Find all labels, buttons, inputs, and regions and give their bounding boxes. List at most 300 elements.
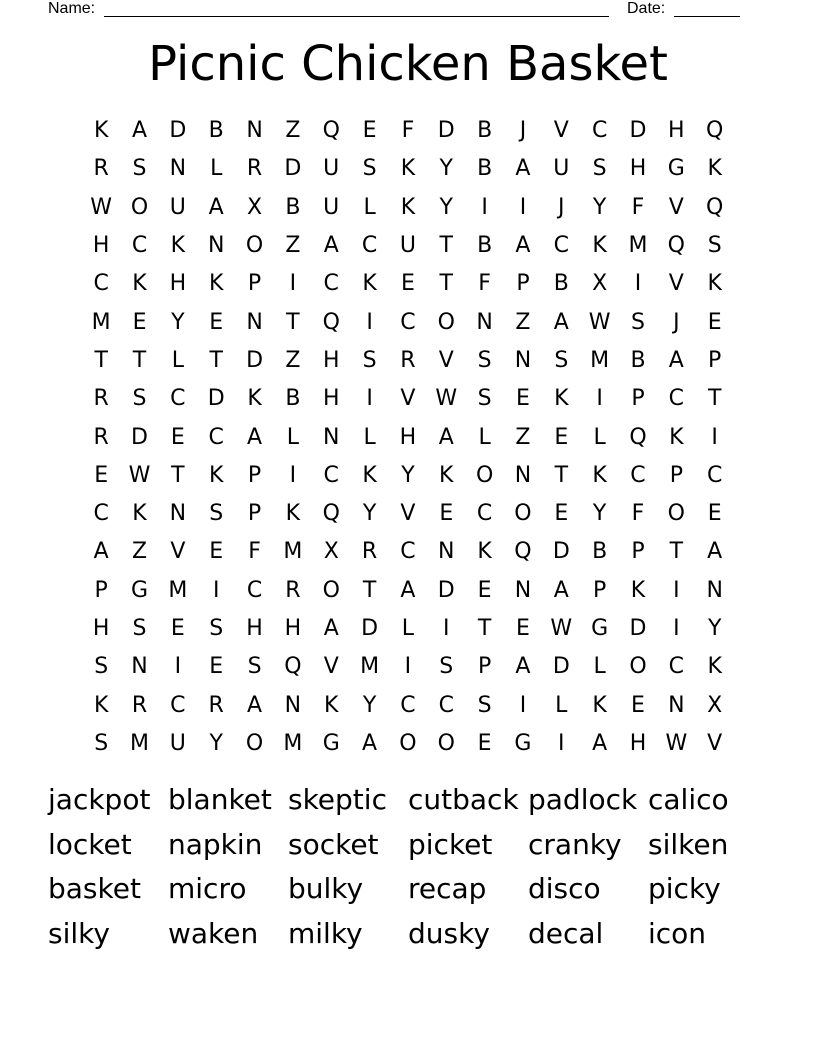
grid-cell: R	[246, 156, 263, 182]
grid-cell: N	[284, 692, 302, 718]
word-list-item: picket	[408, 827, 493, 861]
grid-cell: A	[208, 194, 224, 220]
grid-cell: L	[401, 616, 415, 641]
grid-cell: U	[553, 156, 570, 182]
grid-cell: I	[212, 577, 220, 603]
grid-cell: O	[245, 233, 264, 259]
grid-cell: I	[711, 424, 718, 450]
grid-cell: P	[669, 462, 683, 488]
grid-cell: S	[362, 347, 377, 373]
grid-cell: S	[94, 730, 109, 756]
grid-cell: M	[130, 730, 149, 756]
grid-cell: Z	[131, 539, 148, 565]
grid-cell: K	[707, 271, 722, 297]
grid-cell: Y	[592, 501, 607, 527]
grid-row	[82, 572, 734, 610]
grid-cell: K	[208, 462, 224, 488]
word-list-item: dusky	[408, 916, 490, 950]
grid-cell: A	[93, 539, 109, 565]
grid-cell: T	[554, 462, 569, 488]
grid-cell: G	[667, 156, 685, 182]
grid-cell: B	[477, 233, 493, 259]
grid-cell: Q	[514, 539, 532, 565]
grid-cell: S	[362, 156, 377, 182]
grid-cell: H	[629, 730, 647, 756]
word-list-item: silky	[48, 916, 110, 950]
grid-cell: G	[514, 730, 532, 756]
grid-cell: P	[477, 654, 492, 680]
grid-cell: C	[208, 424, 224, 450]
grid-cell: A	[323, 233, 339, 259]
grid-cell: M	[590, 347, 610, 373]
grid-cell: N	[323, 424, 340, 450]
grid-cell: K	[247, 386, 262, 412]
word-list-item: jackpot	[48, 783, 151, 816]
grid-cell: D	[207, 386, 225, 412]
grid-cell: N	[169, 156, 187, 182]
grid-cell: R	[361, 539, 378, 565]
grid-cell: K	[477, 539, 492, 565]
grid-cell: N	[514, 462, 532, 488]
grid-cell: E	[516, 386, 530, 412]
grid-cell: C	[246, 577, 263, 603]
grid-cell: I	[443, 616, 450, 641]
grid-cell: A	[362, 730, 378, 756]
grid-cell: O	[322, 577, 340, 603]
grid-cell: A	[438, 424, 454, 450]
grid-cell: C	[476, 501, 493, 527]
grid-cell: A	[668, 347, 684, 373]
grid-row	[82, 265, 734, 303]
grid-cell: O	[629, 654, 647, 680]
grid-cell: Y	[707, 616, 722, 641]
grid-cell: D	[131, 424, 148, 450]
grid-row	[82, 495, 734, 533]
grid-cell: D	[629, 118, 647, 144]
grid-cell: I	[596, 386, 603, 412]
grid-cell: K	[592, 692, 607, 718]
grid-cell: Y	[171, 309, 185, 335]
grid-cell: V	[400, 386, 416, 412]
grid-cell: R	[93, 386, 109, 412]
grid-cell: S	[132, 386, 147, 412]
grid-cell: G	[591, 616, 609, 641]
grid-cell: Y	[439, 194, 453, 220]
grid-cell: E	[516, 616, 530, 641]
grid-row	[82, 342, 734, 380]
grid-row	[82, 112, 734, 150]
grid-cell: S	[477, 386, 492, 412]
grid-row	[82, 533, 734, 571]
grid-row	[82, 725, 734, 763]
grid-cell: M	[168, 577, 188, 603]
grid-cell: Q	[706, 118, 724, 144]
word-list-item: disco	[528, 872, 601, 906]
grid-cell: U	[399, 233, 416, 259]
grid-cell: I	[673, 616, 680, 641]
grid-cell: Z	[285, 233, 301, 259]
grid-cell: I	[366, 309, 373, 335]
grid-cell: C	[93, 501, 109, 527]
grid-cell: E	[631, 692, 645, 718]
grid-cell: K	[707, 654, 722, 680]
grid-cell: H	[92, 233, 110, 259]
grid-cell: Q	[629, 424, 647, 450]
grid-cell: B	[553, 271, 569, 297]
grid-cell: C	[400, 692, 416, 718]
grid-cell: R	[285, 577, 301, 603]
grid-cell: S	[209, 616, 224, 641]
grid-cell: C	[323, 271, 339, 297]
grid-cell: E	[400, 271, 415, 297]
word-list-item: micro	[168, 872, 247, 906]
grid-cell: T	[209, 347, 223, 373]
grid-cell: D	[437, 118, 455, 144]
grid-cell: D	[284, 156, 302, 182]
grid-cell: A	[592, 730, 608, 756]
grid-cell: Q	[322, 309, 340, 335]
grid-cell: C	[131, 233, 148, 259]
grid-cell: T	[439, 233, 453, 259]
grid-cell: C	[400, 539, 416, 565]
grid-cell: R	[93, 424, 109, 450]
word-list-item: picky	[648, 872, 721, 906]
grid-cell: T	[362, 577, 377, 603]
grid-cell: N	[706, 577, 723, 603]
grid-cell: A	[515, 156, 531, 182]
grid-cell: D	[246, 347, 264, 373]
grid-cell: E	[707, 309, 722, 335]
grid-cell: M	[628, 233, 648, 259]
grid-cell: V	[553, 118, 569, 144]
grid-cell: X	[323, 539, 339, 565]
grid-cell: X	[707, 692, 723, 718]
grid-cell: N	[131, 654, 148, 680]
grid-cell: E	[132, 309, 147, 335]
word-list	[48, 780, 768, 958]
grid-cell: S	[439, 654, 454, 680]
grid-cell: T	[94, 347, 108, 373]
grid-cell: Q	[284, 654, 302, 680]
grid-cell: I	[404, 654, 412, 680]
grid-cell: H	[322, 347, 340, 373]
page-title: Picnic Chicken Basket	[148, 36, 668, 92]
grid-cell: K	[93, 692, 109, 718]
grid-cell: S	[592, 156, 607, 182]
grid-cell: K	[208, 271, 224, 297]
grid-cell: N	[438, 539, 455, 565]
grid-cell: T	[132, 347, 147, 373]
grid-cell: K	[592, 233, 607, 259]
grid-cell: M	[283, 730, 303, 756]
grid-cell: M	[91, 309, 111, 335]
grid-cell: S	[94, 654, 109, 680]
grid-cell: E	[477, 730, 492, 756]
grid-row	[82, 227, 734, 265]
grid-cell: T	[439, 271, 453, 297]
grid-cell: L	[593, 654, 606, 680]
grid-cell: R	[208, 692, 224, 718]
word-list-item: silken	[648, 827, 729, 861]
grid-cell: W	[550, 616, 573, 641]
grid-row	[82, 418, 734, 456]
grid-cell: D	[552, 539, 570, 565]
grid-cell: T	[477, 616, 492, 641]
grid-cell: I	[481, 194, 488, 220]
grid-cell: A	[131, 118, 148, 144]
grid-cell: I	[634, 271, 642, 297]
grid-cell: D	[552, 654, 570, 680]
grid-row	[82, 380, 734, 418]
word-list-item: cranky	[528, 827, 622, 861]
grid-cell: N	[246, 118, 263, 144]
grid-cell: I	[519, 692, 527, 718]
header	[48, 0, 740, 20]
grid-cell: W	[128, 462, 151, 488]
grid-cell: Z	[285, 118, 301, 144]
grid-cell: A	[553, 309, 569, 335]
grid-cell: X	[592, 271, 608, 297]
grid-cell: O	[130, 194, 149, 220]
grid-cell: S	[631, 309, 645, 335]
grid-cell: B	[630, 347, 646, 373]
grid-cell: Y	[439, 156, 453, 182]
letter-grid	[82, 112, 734, 763]
grid-cell: V	[400, 501, 416, 527]
grid-cell: I	[289, 462, 297, 488]
grid-cell: E	[170, 616, 185, 641]
grid-cell: Q	[322, 118, 340, 144]
grid-cell: C	[400, 309, 416, 335]
grid-cell: L	[363, 194, 376, 220]
word-list-item: basket	[48, 872, 141, 906]
grid-cell: E	[477, 577, 492, 603]
grid-cell: Y	[592, 194, 607, 220]
grid-cell: J	[558, 194, 565, 220]
grid-cell: B	[208, 118, 224, 144]
grid-cell: K	[285, 501, 301, 527]
grid-cell: P	[247, 271, 262, 297]
grid-cell: B	[285, 194, 301, 220]
grid-cell: S	[247, 654, 262, 680]
grid-cell: A	[515, 654, 531, 680]
grid-cell: L	[478, 424, 491, 450]
grid-cell: L	[593, 424, 606, 450]
grid-cell: N	[668, 692, 685, 718]
grid-cell: Q	[667, 233, 685, 259]
grid-cell: J	[673, 309, 680, 335]
grid-cell: P	[631, 386, 645, 412]
grid-cell: A	[515, 233, 531, 259]
grid-cell: P	[708, 347, 722, 373]
grid-row	[82, 610, 734, 648]
word-list-item: locket	[48, 827, 132, 861]
grid-cell: T	[286, 309, 300, 335]
grid-cell: N	[169, 501, 187, 527]
grid-cell: I	[673, 577, 680, 603]
name-label: Name:	[48, 0, 96, 17]
grid-cell: N	[246, 309, 263, 335]
grid-cell: V	[668, 194, 684, 220]
grid-cell: L	[210, 156, 223, 182]
grid-row	[82, 303, 734, 341]
grid-cell: V	[438, 347, 454, 373]
grid-cell: Q	[706, 194, 724, 220]
grid-cell: A	[553, 577, 569, 603]
grid-cell: K	[170, 233, 186, 259]
grid-cell: K	[592, 462, 607, 488]
grid-cell: K	[400, 194, 416, 220]
grid-cell: K	[669, 424, 684, 450]
grid-cell: P	[247, 501, 262, 527]
grid-cell: L	[286, 424, 300, 450]
grid-cell: Z	[515, 424, 531, 450]
grid-cell: E	[209, 654, 224, 680]
grid-cell: E	[439, 501, 454, 527]
grid-cell: K	[93, 118, 109, 144]
grid-cell: S	[209, 501, 224, 527]
grid-cell: T	[171, 462, 185, 488]
grid-cell: U	[323, 194, 340, 220]
grid-cell: E	[707, 501, 722, 527]
grid-cell: A	[323, 616, 339, 641]
word-list-item: blanket	[168, 783, 272, 816]
grid-cell: N	[207, 233, 225, 259]
grid-cell: C	[170, 692, 186, 718]
word-list-item: skeptic	[288, 783, 387, 816]
word-list-item: socket	[288, 827, 379, 861]
grid-cell: F	[401, 118, 415, 144]
grid-cell: L	[363, 424, 376, 450]
grid-cell: E	[554, 501, 569, 527]
grid-cell: P	[516, 271, 530, 297]
grid-cell: S	[477, 347, 492, 373]
grid-cell: I	[174, 654, 182, 680]
grid-cell: O	[437, 309, 455, 335]
grid-cell: R	[400, 347, 416, 373]
grid-cell: H	[322, 386, 340, 412]
grid-cell: H	[169, 271, 187, 297]
grid-cell: I	[289, 271, 297, 297]
grid-cell: F	[631, 501, 645, 527]
grid-cell: D	[629, 616, 647, 641]
grid-cell: W	[665, 730, 688, 756]
grid-cell: O	[667, 501, 685, 527]
grid-cell: C	[170, 386, 186, 412]
grid-cell: G	[130, 577, 149, 603]
grid-cell: S	[132, 616, 147, 641]
grid-cell: I	[558, 730, 565, 756]
word-list-item: padlock	[528, 783, 638, 816]
grid-cell: E	[209, 539, 224, 565]
date-label: Date:	[627, 0, 666, 17]
grid-cell: I	[366, 386, 373, 412]
grid-cell: V	[668, 271, 684, 297]
grid-cell: H	[399, 424, 417, 450]
grid-cell: B	[477, 156, 493, 182]
grid-cell: S	[554, 347, 569, 373]
grid-cell: C	[591, 118, 608, 144]
grid-cell: U	[169, 730, 186, 756]
grid-cell: O	[399, 730, 417, 756]
grid-cell: S	[707, 233, 722, 259]
grid-cell: A	[707, 539, 723, 565]
grid-cell: P	[631, 539, 645, 565]
grid-cell: C	[668, 654, 685, 680]
grid-cell: O	[475, 462, 494, 488]
grid-cell: S	[477, 692, 492, 718]
grid-cell: K	[439, 462, 454, 488]
grid-cell: B	[477, 118, 493, 144]
grid-cell: X	[247, 194, 263, 220]
grid-cell: H	[92, 616, 110, 641]
word-list-item: calico	[648, 783, 729, 816]
grid-cell: E	[362, 118, 377, 144]
word-list-item: cutback	[408, 783, 519, 816]
grid-cell: N	[514, 577, 532, 603]
word-list-item: waken	[168, 916, 259, 950]
grid-cell: A	[247, 692, 263, 718]
grid-cell: D	[361, 616, 379, 641]
grid-cell: E	[209, 309, 224, 335]
grid-cell: A	[400, 577, 416, 603]
grid-row	[82, 189, 734, 227]
grid-cell: T	[707, 386, 722, 412]
word-list-item: milky	[288, 916, 363, 950]
grid-cell: V	[707, 730, 723, 756]
grid-cell: Z	[515, 309, 531, 335]
grid-cell: T	[669, 539, 684, 565]
grid-cell: S	[132, 156, 147, 182]
grid-cell: C	[438, 692, 454, 718]
grid-cell: K	[554, 386, 569, 412]
grid-cell: H	[629, 156, 647, 182]
grid-cell: O	[245, 730, 264, 756]
grid-row	[82, 686, 734, 724]
grid-cell: R	[131, 692, 148, 718]
grid-cell: U	[323, 156, 340, 182]
grid-cell: F	[478, 271, 491, 297]
grid-cell: D	[437, 577, 455, 603]
grid-cell: P	[593, 577, 607, 603]
word-list-item: bulky	[288, 872, 364, 906]
grid-cell: E	[554, 424, 569, 450]
grid-cell: C	[668, 386, 685, 412]
grid-cell: Y	[401, 462, 415, 488]
grid-row	[82, 457, 734, 495]
grid-cell: A	[247, 424, 263, 450]
grid-cell: Y	[362, 501, 377, 527]
grid-cell: M	[360, 654, 380, 680]
word-list-item: recap	[408, 872, 487, 906]
grid-cell: I	[519, 194, 527, 220]
grid-row	[82, 648, 734, 686]
name-line	[104, 16, 609, 17]
date-line	[674, 16, 740, 17]
word-list-item: decal	[528, 916, 604, 950]
grid-cell: Z	[285, 347, 301, 373]
grid-cell: K	[400, 156, 416, 182]
grid-cell: K	[324, 692, 339, 718]
grid-cell: Y	[209, 730, 223, 756]
grid-cell: K	[362, 462, 377, 488]
word-list-item: icon	[648, 916, 707, 950]
grid-cell: K	[707, 156, 722, 182]
grid-cell: P	[94, 577, 108, 603]
grid-cell: L	[555, 692, 568, 718]
grid-cell: K	[630, 577, 646, 603]
grid-cell: U	[169, 194, 186, 220]
